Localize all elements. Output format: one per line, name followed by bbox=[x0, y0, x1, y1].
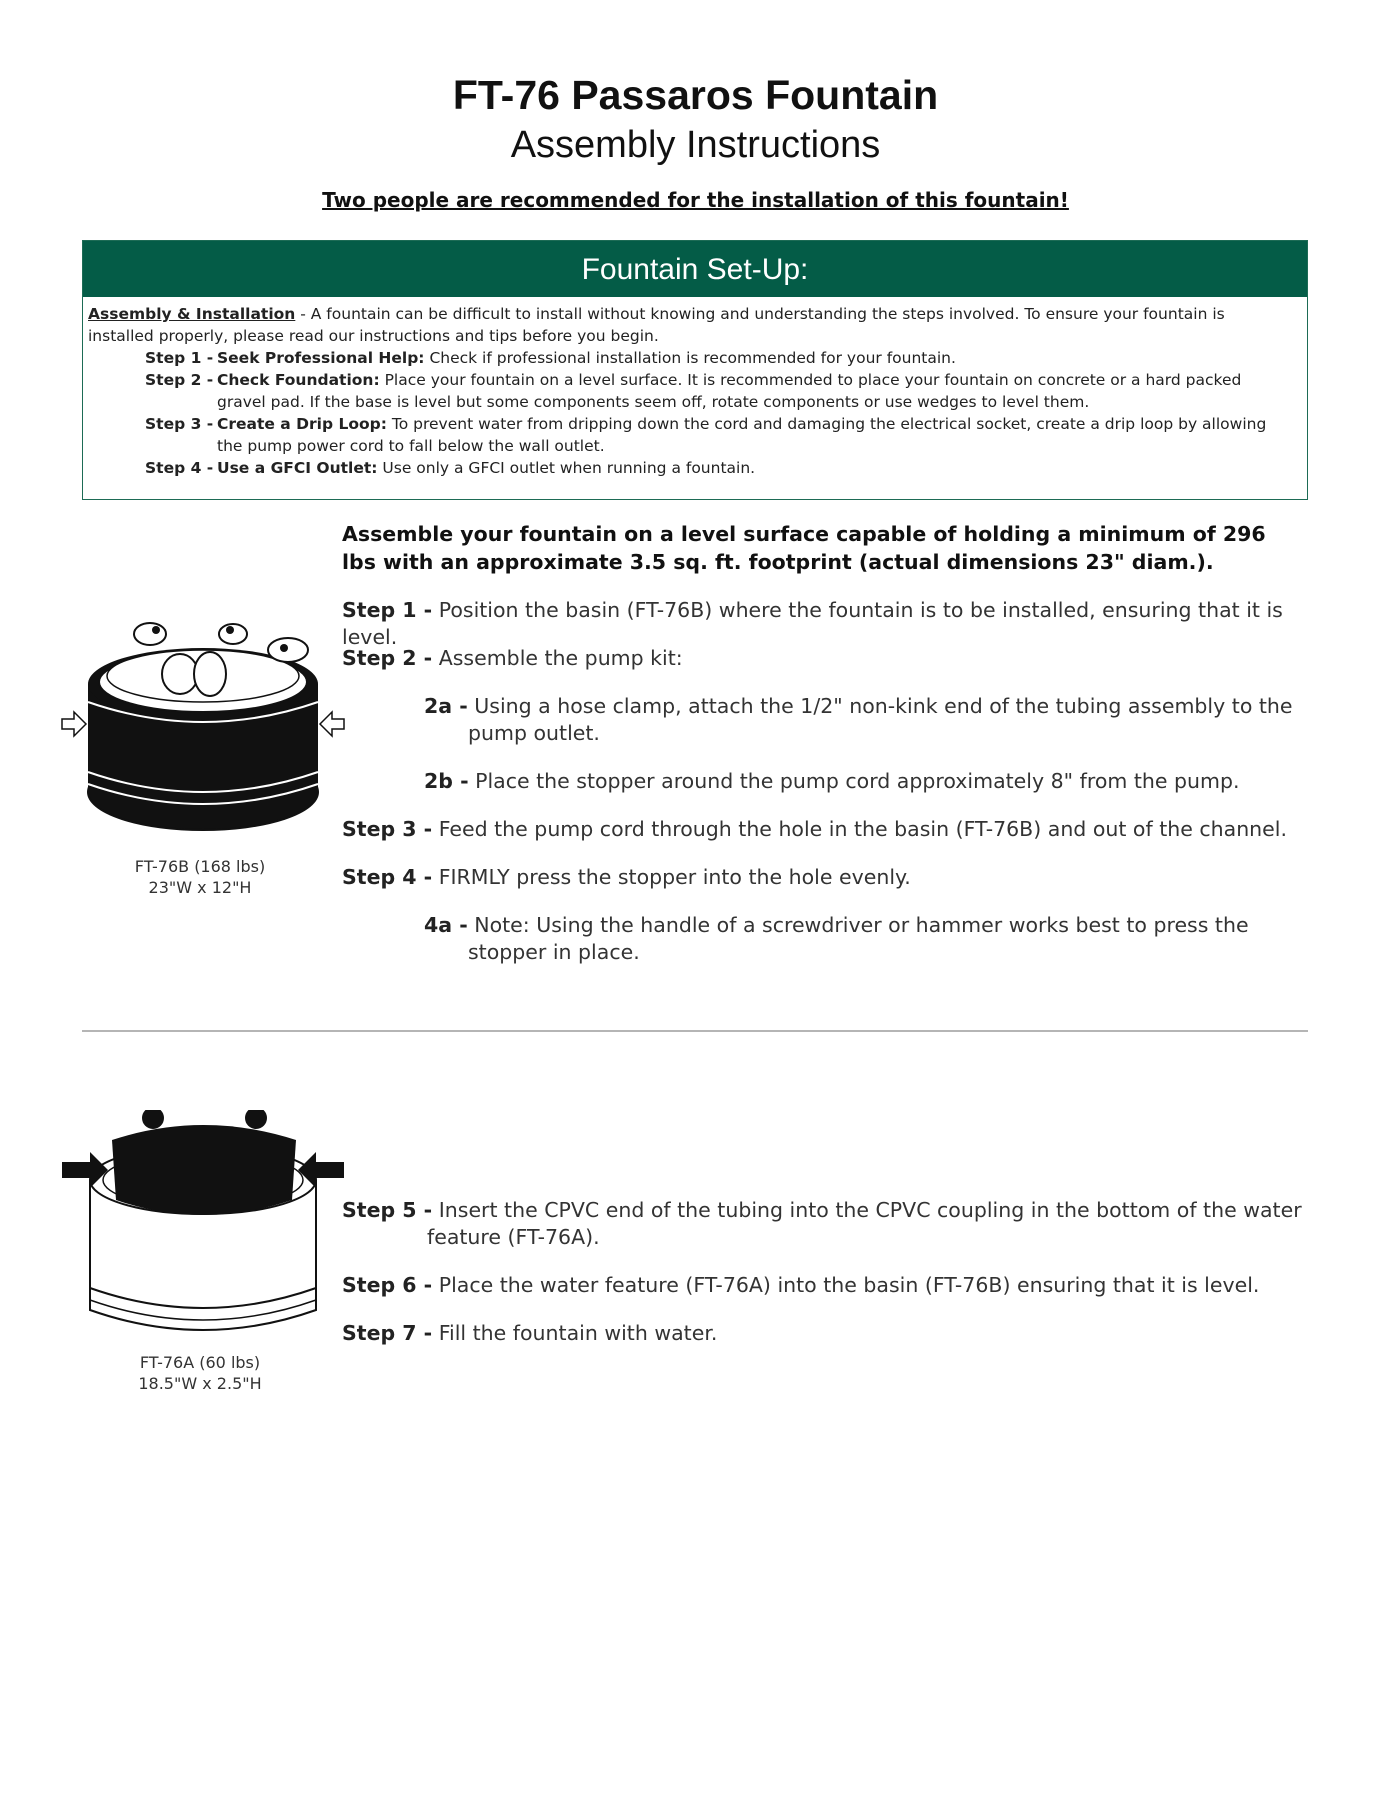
setup-step-title: Use a GFCI Outlet: bbox=[217, 459, 378, 477]
step-text: Position the basin (FT-76B) where the fountain is to be installed, ensuring that it is level. bbox=[342, 598, 1283, 649]
step-label: 2a - bbox=[424, 694, 468, 718]
setup-step bbox=[145, 369, 1289, 413]
step-text: Feed the pump cord through the hole in the basin (FT-76B) and out of the channel. bbox=[432, 817, 1287, 841]
step-text: Place the stopper around the pump cord approximately 8" from the pump. bbox=[468, 769, 1240, 793]
step-label: Step 5 - bbox=[342, 1198, 433, 1222]
setup-step bbox=[145, 457, 1289, 479]
water-feature-illustration bbox=[58, 1110, 348, 1340]
step-1 bbox=[342, 597, 1302, 651]
setup-heading: Fountain Set-Up: bbox=[83, 241, 1307, 297]
step-label: 4a - bbox=[424, 913, 468, 937]
setup-step-label: Step 3 - bbox=[145, 415, 214, 433]
setup-step-title: Create a Drip Loop: bbox=[217, 415, 387, 433]
setup-intro-text: - A fountain can be difficult to install without knowing and understanding the steps involved. To ensure your fountain is installed properly, please read our instructions and tips before you begin. bbox=[88, 305, 1225, 345]
setup-step-text: Use only a GFCI outlet when running a fountain. bbox=[377, 459, 756, 477]
page-title: FT-76 Passaros Fountain bbox=[452, 72, 939, 118]
step-text: Using a hose clamp, attach the 1/2" non-kink end of the tubing assembly to the pump outlet. bbox=[467, 694, 1293, 745]
setup-body bbox=[83, 297, 1307, 479]
water-feature-caption bbox=[90, 1352, 310, 1394]
step-text: Assemble the pump kit: bbox=[432, 646, 683, 670]
step-label: Step 1 - bbox=[342, 598, 433, 622]
water-feature-model-weight: FT-76A (60 lbs) bbox=[139, 1353, 261, 1372]
step-6 bbox=[342, 1272, 1302, 1299]
step-2a bbox=[424, 693, 1309, 747]
step-text: Note: Using the handle of a screwdriver or hammer works best to press the stopper in place. bbox=[467, 913, 1249, 964]
step-3 bbox=[342, 816, 1302, 843]
setup-step-text: Check if professional installation is recommended for your fountain. bbox=[424, 349, 956, 367]
setup-step-text: Place your fountain on a level surface. It is recommended to place your fountain on concrete or a hard packed gravel pad. If the base is level but some components seem off, rotate components or use wedges to level them. bbox=[217, 371, 1242, 411]
basin-model-weight: FT-76B (168 lbs) bbox=[134, 857, 266, 876]
step-2b bbox=[424, 768, 1309, 795]
step-4 bbox=[342, 864, 1302, 891]
step-label: Step 3 - bbox=[342, 817, 433, 841]
setup-step-label: Step 2 - bbox=[145, 371, 214, 389]
step-2 bbox=[342, 645, 1302, 672]
step-text: Place the water feature (FT-76A) into the basin (FT-76B) ensuring that it is level. bbox=[432, 1273, 1260, 1297]
setup-intro bbox=[88, 303, 1289, 347]
step-text: Fill the fountain with water. bbox=[432, 1321, 718, 1345]
basin-illustration bbox=[58, 612, 348, 852]
setup-step-text: To prevent water from dripping down the cord and damaging the electrical socket, create a drip loop by allowing the pump power cord to fall below the wall outlet. bbox=[217, 415, 1267, 455]
step-label: 2b - bbox=[424, 769, 469, 793]
step-label: Step 7 - bbox=[342, 1321, 433, 1345]
step-4a bbox=[424, 912, 1309, 966]
step-text: Insert the CPVC end of the tubing into the CPVC coupling in the bottom of the water feature (FT-76A). bbox=[427, 1198, 1302, 1249]
page-subtitle: Assembly Instructions bbox=[510, 124, 881, 166]
setup-step-title: Check Foundation: bbox=[217, 371, 380, 389]
setup-step bbox=[145, 347, 1289, 369]
setup-step-label: Step 4 - bbox=[145, 459, 214, 477]
setup-panel bbox=[82, 240, 1308, 500]
step-label: Step 2 - bbox=[342, 646, 433, 670]
setup-step-label: Step 1 - bbox=[145, 349, 214, 367]
setup-intro-title: Assembly & Installation bbox=[88, 305, 296, 323]
installation-notice: Two people are recommended for the installation of this fountain! bbox=[322, 188, 1069, 212]
step-5 bbox=[342, 1197, 1302, 1251]
step-7 bbox=[342, 1320, 1302, 1347]
water-feature-dimensions: 18.5"W x 2.5"H bbox=[138, 1374, 262, 1393]
basin-caption bbox=[90, 856, 310, 898]
intro-text: Assemble your fountain on a level surface capable of holding a minimum of 296 lbs with an approximate 3.5 sq. ft. footprint (actual dimensions 23" diam.). bbox=[342, 522, 1266, 574]
step-label: Step 6 - bbox=[342, 1273, 433, 1297]
step-label: Step 4 - bbox=[342, 865, 433, 889]
basin-dimensions: 23"W x 12"H bbox=[148, 878, 252, 897]
section-divider bbox=[82, 1030, 1308, 1032]
setup-step bbox=[145, 413, 1289, 457]
step-text: FIRMLY press the stopper into the hole evenly. bbox=[432, 865, 911, 889]
setup-step-title: Seek Professional Help: bbox=[217, 349, 425, 367]
